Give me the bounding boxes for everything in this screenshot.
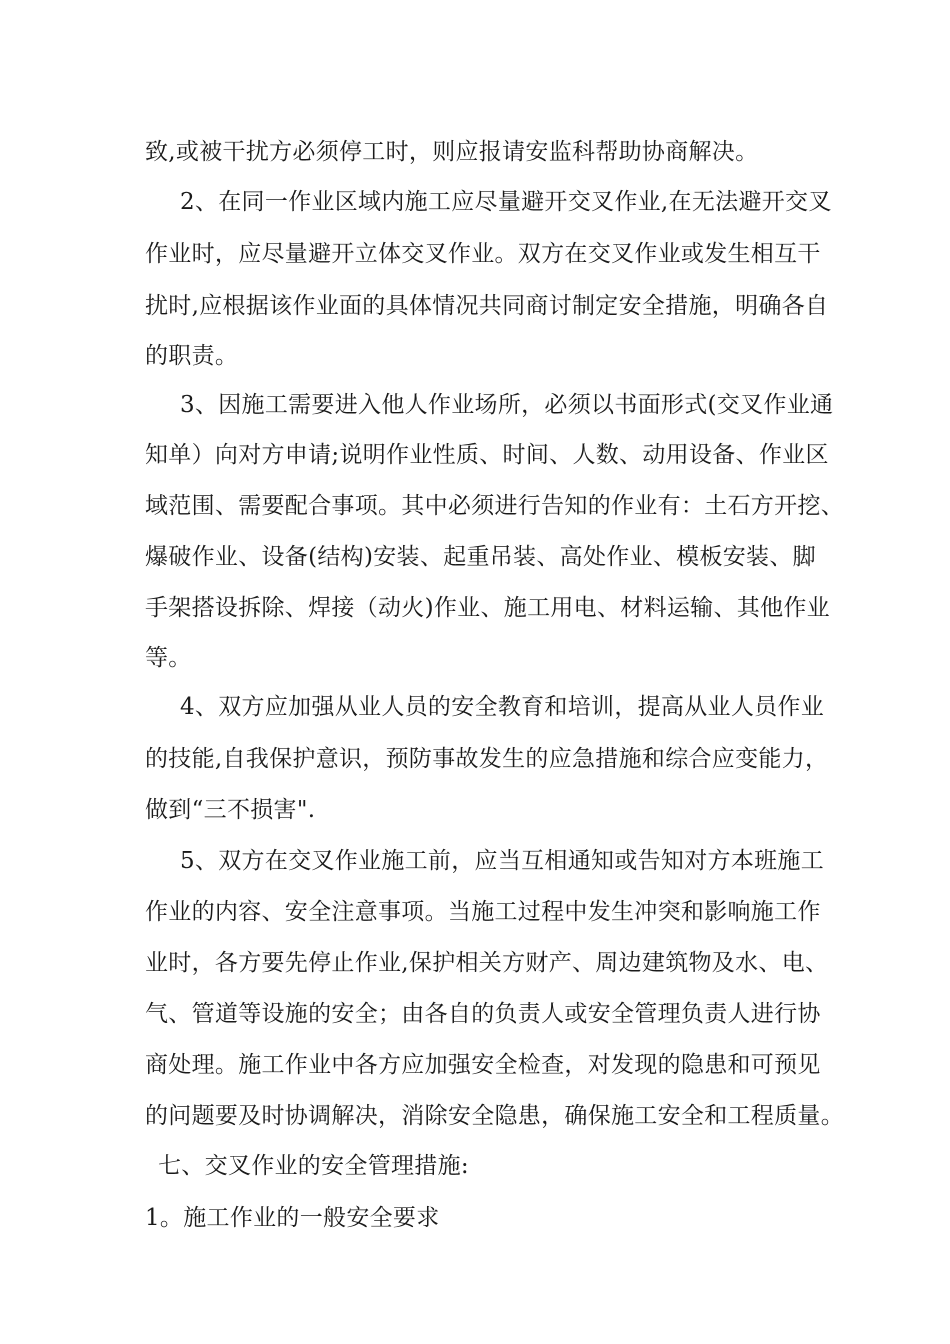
- text-line: 气、管道等设施的安全；由各自的负责人或安全管理负责人进行协: [145, 1001, 821, 1027]
- text-line: 致,或被干扰方必须停工时，则应报请安监科帮助协商解决。: [145, 139, 759, 165]
- text-line: 知单）向对方申请;说明作业性质、时间、人数、动用设备、作业区: [145, 442, 829, 468]
- text-line: 爆破作业、设备(结构)安装、起重吊装、高处作业、模板安装、脚: [145, 544, 816, 570]
- text-line: 业时，各方要先停止作业,保护相关方财产、周边建筑物及水、电、: [145, 950, 829, 976]
- subsection-heading-one: 1。施工作业的一般安全要求: [145, 1205, 440, 1231]
- paragraph-3-start: 3、因施工需要进入他人作业场所，必须以书面形式(交叉作业通: [180, 392, 834, 418]
- text-line: 的问题要及时协调解决，消除安全隐患，确保施工安全和工程质量。: [145, 1103, 844, 1129]
- section-heading-seven: 七、交叉作业的安全管理措施:: [158, 1153, 469, 1179]
- text-line: 手架搭设拆除、焊接（动火)作业、施工用电、材料运输、其他作业: [145, 595, 830, 621]
- text-line: 作业时，应尽量避开立体交叉作业。双方在交叉作业或发生相互干: [145, 241, 821, 267]
- paragraph-4-start: 4、双方应加强从业人员的安全教育和培训，提高从业人员作业: [180, 694, 825, 720]
- text-line: 域范围、需要配合事项。其中必须进行告知的作业有：土石方开挖、: [145, 493, 844, 519]
- text-line: 扰时,应根据该作业面的具体情况共同商讨制定安全措施，明确各自: [145, 293, 829, 319]
- text-line: 做到“三不损害".: [145, 797, 316, 823]
- text-line: 作业的内容、安全注意事项。当施工过程中发生冲突和影响施工作: [145, 899, 821, 925]
- text-line: 的职责。: [145, 343, 239, 369]
- text-line: 等。: [145, 645, 192, 671]
- paragraph-5-start: 5、双方在交叉作业施工前，应当互相通知或告知对方本班施工: [180, 848, 825, 874]
- text-line: 商处理。施工作业中各方应加强安全检查，对发现的隐患和可预见: [145, 1052, 821, 1078]
- text-line: 的技能,自我保护意识，预防事故发生的应急措施和综合应变能力，: [145, 746, 829, 772]
- paragraph-2-start: 2、在同一作业区域内施工应尽量避开交叉作业,在无法避开交叉: [180, 189, 832, 215]
